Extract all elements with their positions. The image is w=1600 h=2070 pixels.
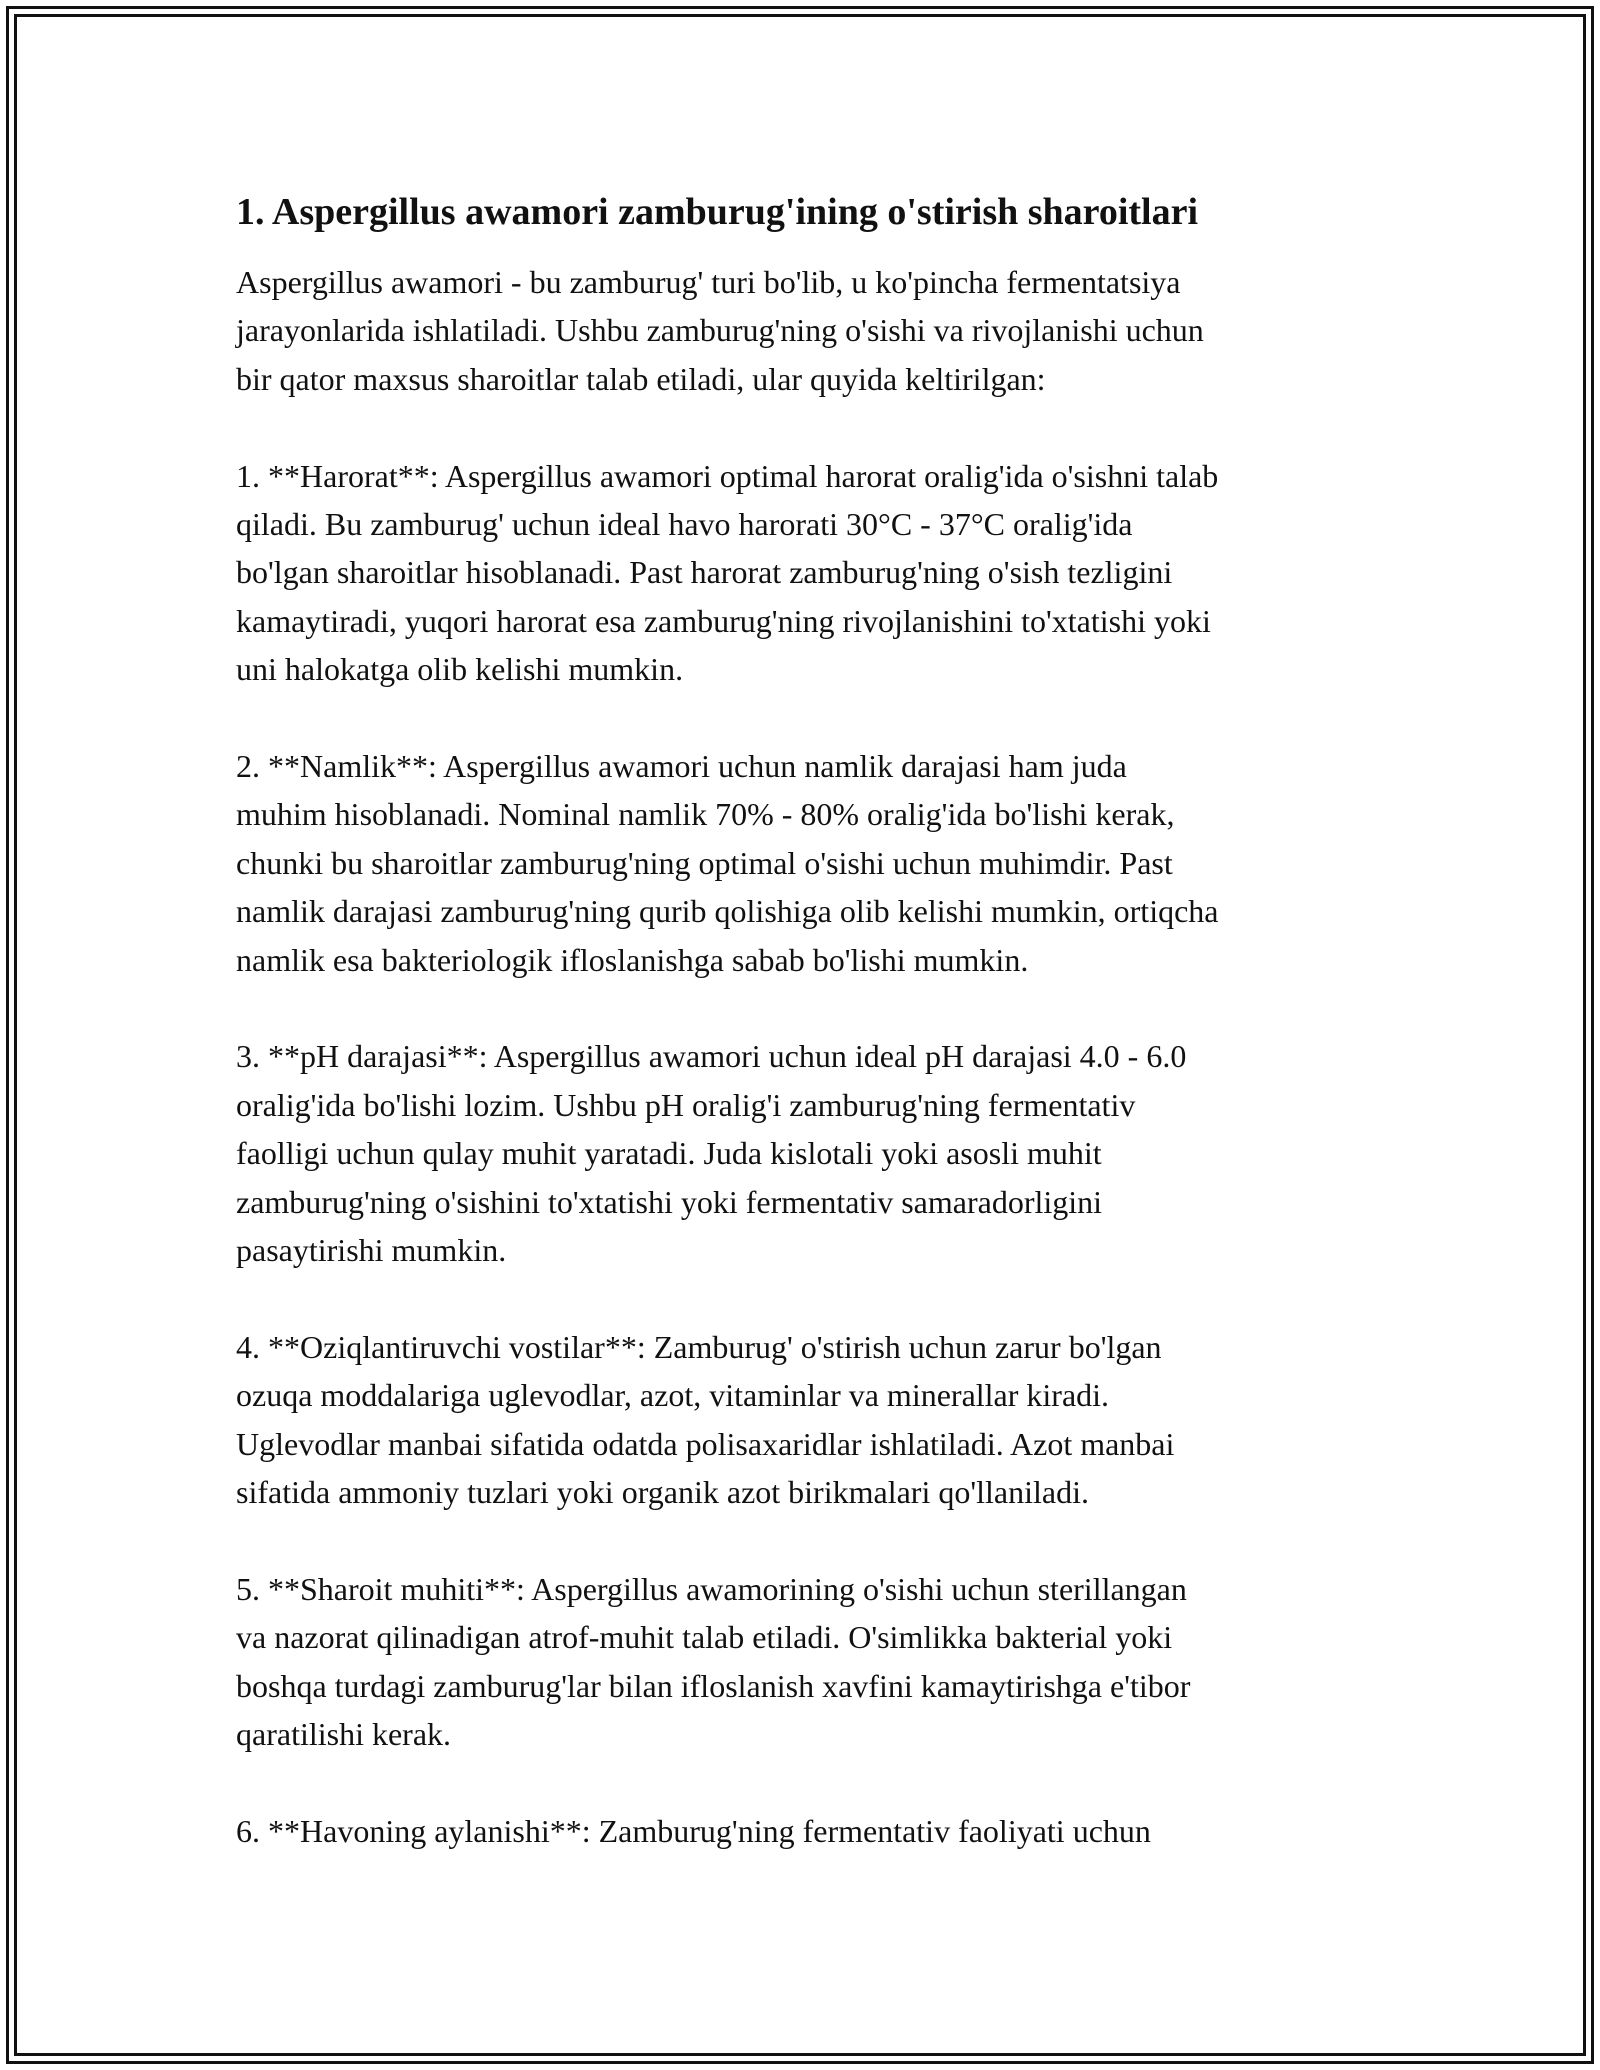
text-line: pasaytirishi mumkin. xyxy=(236,1232,507,1269)
document-page xyxy=(236,186,1386,1904)
text-line: faolligi uchun qulay muhit yaratadi. Juda kislotali yoki asosli muhit xyxy=(236,1135,1102,1172)
text-line: 1. **Harorat**: Aspergillus awamori optimal harorat oralig'ida o'sishni talab xyxy=(236,457,1219,494)
section-namlik xyxy=(236,742,1386,984)
section-ph-darajasi xyxy=(236,1032,1386,1274)
section-harorat xyxy=(236,452,1386,694)
text-line: jarayonlarida ishlatiladi. Ushbu zamburug'ning o'sishi va rivojlanishi uchun xyxy=(236,312,1204,349)
text-line: ozuqa moddalariga uglevodlar, azot, vitaminlar va minerallar kiradi. xyxy=(236,1377,1110,1414)
text-line: namlik darajasi zamburug'ning qurib qolishiga olib kelishi mumkin, ortiqcha xyxy=(236,893,1219,930)
text-line: 3. **pH darajasi**: Aspergillus awamori uchun ideal pH darajasi 4.0 - 6.0 xyxy=(236,1038,1187,1075)
text-line: Uglevodlar manbai sifatida odatda polisaxaridlar ishlatiladi. Azot manbai xyxy=(236,1425,1175,1462)
text-line: oralig'ida bo'lishi lozim. Ushbu pH oralig'i zamburug'ning fermentativ xyxy=(236,1086,1136,1123)
text-line: namlik esa bakteriologik ifloslanishga sabab bo'lishi mumkin. xyxy=(236,941,1029,978)
text-line: 6. **Havoning aylanishi**: Zamburug'ning fermentativ faoliyati uchun xyxy=(236,1812,1151,1849)
section-sharoit-muhiti xyxy=(236,1565,1386,1759)
text-line: Aspergillus awamori - bu zamburug' turi bo'lib, u ko'pincha fermentatsiya xyxy=(236,264,1181,300)
document-title: 1. Aspergillus awamori zamburug'ining o'stirish sharoitlari xyxy=(236,191,1199,233)
section-oziqlantiruvchi xyxy=(236,1323,1386,1517)
text-line: muhim hisoblanadi. Nominal namlik 70% - 80% oralig'ida bo'lishi kerak, xyxy=(236,796,1175,833)
text-line: 4. **Oziqlantiruvchi vostilar**: Zamburug' o'stirish uchun zarur bo'lgan xyxy=(236,1328,1162,1365)
text-line: zamburug'ning o'sishini to'xtatishi yoki fermentativ samaradorligini xyxy=(236,1183,1103,1220)
text-line: qaratilishi kerak. xyxy=(236,1716,452,1753)
text-line: qiladi. Bu zamburug' uchun ideal havo harorati 30°C - 37°C oralig'ida xyxy=(236,506,1133,543)
text-line: kamaytiradi, yuqori harorat esa zamburug'ning rivojlanishini to'xtatishi yoki xyxy=(236,602,1211,639)
intro-paragraph xyxy=(236,258,1386,403)
text-line: chunki bu sharoitlar zamburug'ning optimal o'sishi uchun muhimdir. Past xyxy=(236,844,1173,881)
text-line: bir qator maxsus sharoitlar talab etiladi, ular quyida keltirilgan: xyxy=(236,360,1046,397)
text-line: va nazorat qilinadigan atrof-muhit talab etiladi. O'simlikka bakterial yoki xyxy=(236,1619,1173,1656)
text-line: bo'lgan sharoitlar hisoblanadi. Past harorat zamburug'ning o'sish tezligini xyxy=(236,554,1173,591)
text-line: 5. **Sharoit muhiti**: Aspergillus awamorining o'sishi uchun sterillangan xyxy=(236,1570,1187,1607)
text-line: sifatida ammoniy tuzlari yoki organik azot birikmalari qo'llaniladi. xyxy=(236,1474,1089,1511)
section-havoning-aylanishi xyxy=(236,1807,1386,1855)
text-line: 2. **Namlik**: Aspergillus awamori uchun namlik darajasi ham juda xyxy=(236,748,1127,785)
text-line: uni halokatga olib kelishi mumkin. xyxy=(236,651,684,688)
text-line: boshqa turdagi zamburug'lar bilan ifloslanish xavfini kamaytirishga e'tibor xyxy=(236,1667,1191,1704)
